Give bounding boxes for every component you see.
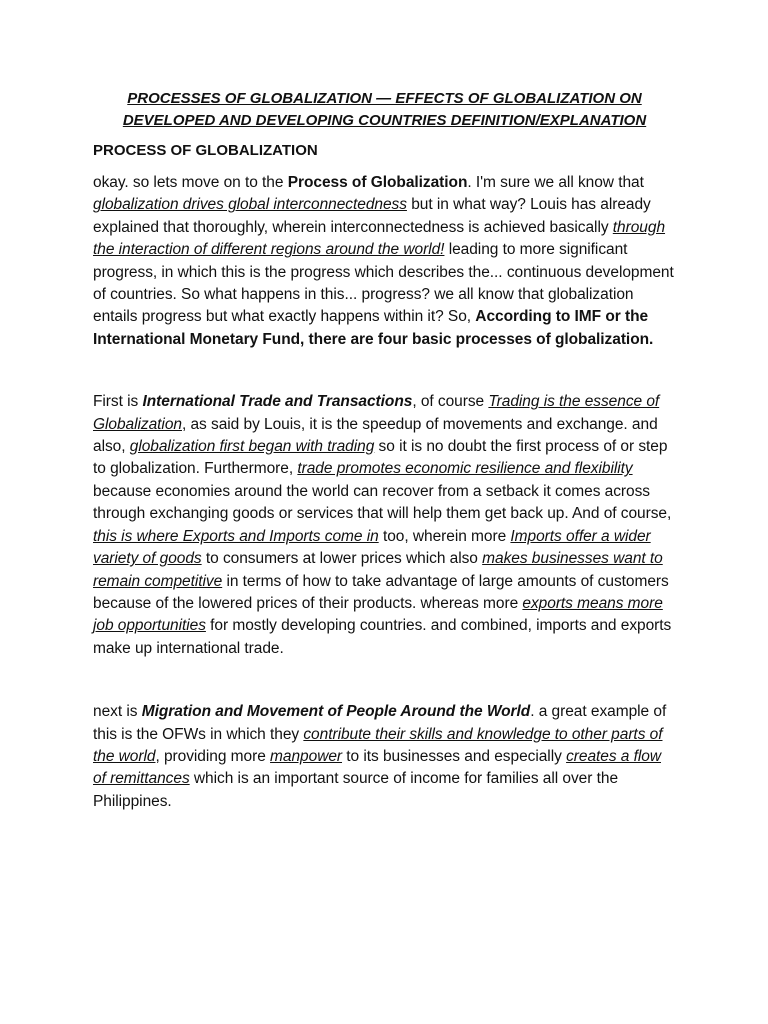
text-run: , providing more [155,747,271,765]
document-title [93,88,676,132]
text-run: to its businesses and especially [342,747,567,765]
underlined-phrase: Trading is the essence of Globalization [93,393,660,433]
underlined-phrase: creates a flow of remittances [93,747,661,788]
text-run: because economies around the world can recover from a setback it comes across through exchanging goods or services that will help them get back up. And of course, [93,482,672,523]
bold-phrase: According to IMF or the International Monetary Fund, there are four basic processes of globalization. [93,308,654,348]
section-heading: PROCESS OF GLOBALIZATION [93,142,318,159]
underlined-phrase: globalization drives global interconnectedness [93,196,407,214]
underlined-phrase: trade promotes economic resilience and flexibility [297,460,633,478]
text-run: next is [93,703,142,721]
text-run: leading to more significant progress, in which this is the progress which describes the... continuous development of countries. So what happens in this... progress? we all know that globalization entails progress but what exactly happens within it? So, [93,241,674,326]
text-run: for mostly developing countries. and combined, imports and exports make up international trade. [93,617,672,657]
underlined-phrase: contribute their skills and knowledge to other parts of the world [93,725,663,765]
text-run: , as said by Louis, it is the speedup of movements and exchange. and also, [93,415,658,456]
paragraph-gap [93,660,676,701]
text-run: . a great example of this is the OFWs in which they [93,703,667,743]
text-run: which is an important source of income for families all over the Philippines. [93,770,619,810]
underlined-phrase: exports means more job opportunities [93,594,663,635]
underlined-phrase: Imports offer a wider variety of goods [93,527,651,568]
title-line-1: PROCESSES OF GLOBALIZATION — EFFECTS OF GLOBALIZATION ON [127,90,642,107]
underlined-phrase: this is where Exports and Imports come in [93,527,379,545]
paragraph-process-intro [93,172,676,351]
bold-italic-phrase: International Trade and Transactions [142,393,413,411]
text-run: . I'm sure we all know that [467,174,644,191]
text-run: in terms of how to take advantage of large amounts of customers because of the lowered prices of their products. whereas more [93,572,669,612]
underlined-phrase: through the interaction of different regions around the world! [93,218,666,259]
underlined-phrase: manpower [270,747,343,765]
bold-italic-phrase: Migration and Movement of People Around the World [141,703,531,721]
underlined-phrase: makes businesses want to remain competitive [93,550,663,590]
paragraph-international-trade [93,391,676,660]
text-run: First is [93,393,143,411]
text-run: , of course [412,393,489,411]
underlined-phrase: globalization first began with trading [129,438,375,456]
paragraph-gap [93,351,676,391]
text-run: so it is no doubt the first process of or step to globalization. Furthermore, [93,438,668,478]
title-line-2: DEVELOPED AND DEVELOPING COUNTRIES DEFINITION/EXPLANATION [122,112,647,129]
bold-phrase: Process of Globalization [287,174,468,191]
text-run: to consumers at lower prices which also [201,550,483,568]
text-run: too, wherein more [378,527,511,545]
paragraph-migration [93,701,676,813]
text-run: okay. so lets move on to the [93,174,288,191]
text-run: but in what way? Louis has already explained that thoroughly, wherein interconnectedness is achieved basically [93,196,651,236]
